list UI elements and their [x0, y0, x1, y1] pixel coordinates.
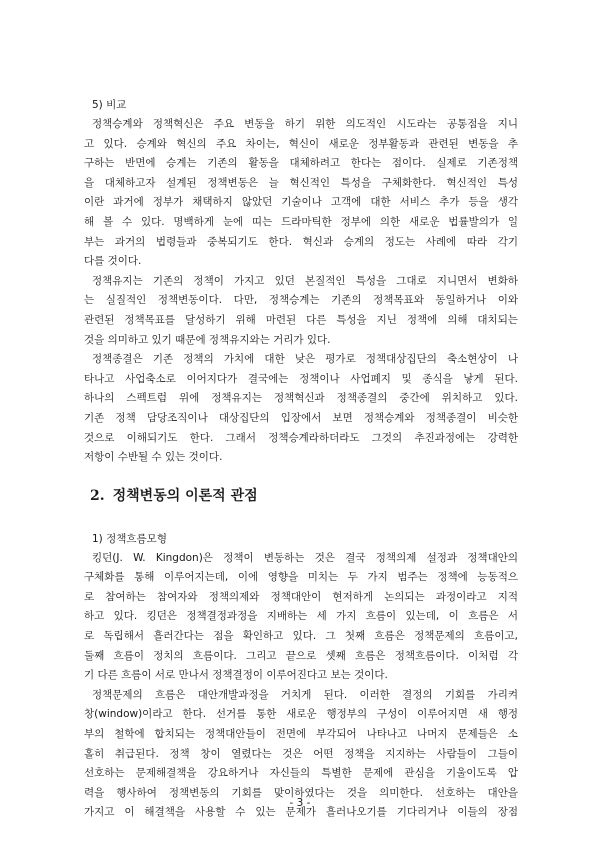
subsection-heading-policy-stream: 1) 정책흐름모형 — [92, 532, 167, 545]
paragraph-line: 부의 철학에 합치되는 정책대안들이 전면에 부각되어 나타나고 나머지 문제들은 소 — [84, 728, 518, 741]
paragraph-line: 창(window)이라고 한다. 선거를 통한 새로운 행정부의 구성이 이루어지면 새 행정 — [84, 708, 518, 721]
paragraph-line: 을 대체하고자 설계된 정책변동은 늘 혁신적인 특성을 구체화한다. 혁신적인 특성 — [84, 176, 518, 189]
paragraph-line: 타나고 사업축소로 이어지다가 결국에는 정책이나 사업폐지 및 종식을 낳게 된다. — [84, 372, 518, 385]
paragraph-line: 하고 있다. 킹던은 정책결정과정을 지배하는 세 가지 흐름이 있는데, 이 흐름은 서 — [84, 610, 518, 623]
paragraph-line: 구하는 반면에 승계는 기존의 활동을 대체하려고 한다는 점이다. 실제로 기존정책 — [84, 157, 518, 170]
paragraph-line: 관련된 정책목표를 달성하기 위해 마련된 다른 특성을 지닌 정책에 의해 대치되는 — [84, 313, 518, 326]
paragraph — [84, 350, 518, 468]
page-content — [84, 96, 518, 823]
paragraph-line: 기 다른 흐름이 서로 만나서 정책결정이 이루어진다고 보는 것이다. — [84, 669, 388, 682]
paragraph-line: 정책문제의 흐름은 대안개발과정을 거치게 된다. 이러한 결정의 기회를 가리켜 — [92, 688, 518, 701]
paragraph-line: 는 실질적인 정책변동이다. 다만, 정책승계는 기존의 정책목표와 동일하거나 이와 — [84, 294, 518, 307]
subsection-heading-comparison: 5) 비교 — [92, 99, 127, 111]
paragraph-line: 다를 것이다. — [84, 255, 142, 268]
paragraph-line: 정책유지는 기존의 정책이 가지고 있던 본질적인 특성을 그대로 지니면서 변화하 — [92, 274, 518, 287]
section-title-text: 정책변동의 이론적 관점 — [112, 487, 258, 504]
paragraph-line: 정책종결은 기존 정책의 가치에 대한 낮은 평가로 정책대상집단의 축소현상이 나 — [92, 353, 518, 366]
paragraph-line: 해 볼 수 있다. 명백하게 눈에 띠는 드라마틱한 정부에 의한 새로운 법률발의가 일 — [84, 215, 518, 228]
paragraph-line: 홀히 취급된다. 정책 창이 열렸다는 것은 어떤 정책을 지지하는 사람들이 그들이 — [84, 747, 518, 760]
page-number: - 3 - — [289, 797, 311, 809]
paragraph-line: 선호하는 문제해결책을 강요하거나 자신들의 특별한 문제에 관심을 기울이도록 압 — [84, 767, 518, 780]
paragraph — [84, 272, 518, 350]
paragraph-line: 둘째 흐름이 정치의 흐름이다. 그리고 끝으로 셋째 흐름은 정책흐름이다. 이처럼 각 — [84, 649, 518, 662]
paragraph-line: 로 참여하는 참여자와 정책의제와 정책대안이 현저하게 논의되는 과정이라고 지적 — [84, 590, 518, 603]
paragraph-line: 킹던(J. W. Kingdon)은 정책이 변동하는 것은 결국 정책의제 설정과 정책대안의 — [92, 551, 518, 564]
paragraph — [84, 115, 518, 272]
section-title — [90, 486, 518, 506]
paragraph-line: 력을 행사하여 정책변동의 기회를 맞이하였다는 것을 의미한다. 선호하는 대안을 — [84, 786, 518, 799]
paragraph-line: 이란 과거에 정부가 채택하지 않았던 기술이나 고객에 대한 서비스 추가 등을 생각 — [84, 196, 518, 209]
paragraph-line: 하나의 스펙트럼 위에 정책유지는 정책혁신과 정책종결의 중간에 위치하고 있다. — [84, 392, 518, 405]
paragraph-line: 구체화를 통해 이루어지는데, 이에 영향을 미치는 두 가지 범주는 정책에 능동적으 — [84, 571, 518, 584]
paragraph-line: 것으로 이해되기도 한다. 그래서 정책승계라하더라도 그것의 추진과정에는 강력한 — [84, 431, 518, 444]
paragraph-line: 기존 정책 담당조직이나 대상집단의 입장에서 보면 정책승계와 정책종결이 비슷한 — [84, 411, 518, 424]
section-number: 2. — [90, 487, 105, 504]
paragraph-line: 정책승계와 정책혁신은 주요 변동을 하기 위한 의도적인 시도라는 공통점을 지니 — [92, 118, 518, 130]
paragraph-line: 고 있다. 승계와 혁신의 주요 차이는, 혁신이 새로운 정부활동과 관련된 변동을 추 — [84, 137, 518, 150]
section-comparison-body — [84, 115, 518, 468]
paragraph — [84, 549, 518, 686]
section-policy-stream-body — [84, 549, 518, 823]
paragraph-line: 로 독립해서 흘러간다는 점을 확인하고 있다. 그 첫째 흐름은 정책문제의 흐름이고, — [84, 630, 518, 643]
paragraph-line: 것을 의미하고 있기 때문에 정책유지와는 거리가 있다. — [84, 333, 331, 346]
paragraph-line: 가지고 이 해결책을 사용할 수 있는 문제가 흘러나오기를 기다리거나 이들의 장점 — [84, 806, 518, 819]
paragraph-line: 부는 과거의 법령들과 중복되기도 한다. 혁신과 승계의 정도는 사례에 따라 각기 — [84, 235, 518, 248]
paragraph-line: 저항이 수반될 수 있는 것이다. — [84, 451, 223, 464]
